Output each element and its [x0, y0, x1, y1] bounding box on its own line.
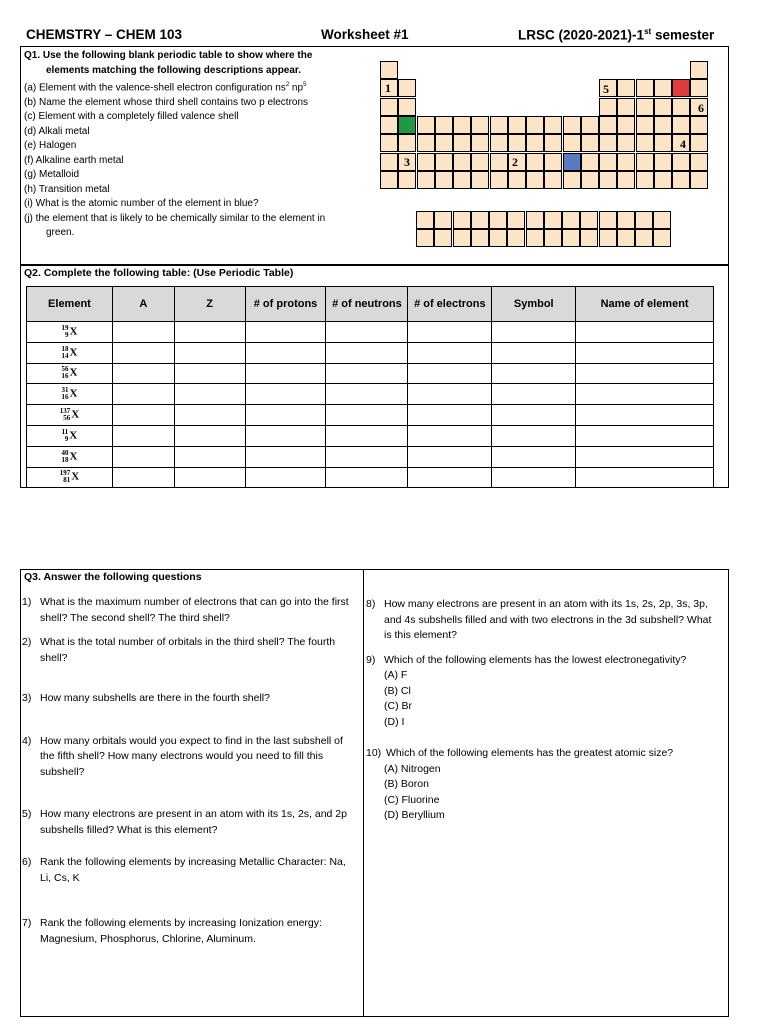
- answer-cell[interactable]: [112, 405, 174, 426]
- periodic-cell: [581, 153, 599, 171]
- q1-item-b: (b) Name the element whose third shell contains two p electrons: [24, 96, 309, 108]
- question-7: [22, 916, 358, 947]
- answer-cell[interactable]: [326, 425, 408, 446]
- periodic-cell: [435, 153, 453, 171]
- table-row: [27, 446, 714, 467]
- table-row: [27, 322, 714, 343]
- answer-cell[interactable]: [245, 425, 326, 446]
- answer-cell[interactable]: [245, 342, 326, 363]
- periodic-cell: [617, 134, 635, 152]
- question-9-text: Which of the following elements has the lowest electronegativity?: [384, 653, 687, 666]
- periodic-cell: [690, 153, 708, 171]
- col-header-neutrons: # of neutrons: [326, 287, 408, 322]
- question-5-number: 5): [22, 808, 32, 820]
- f-block-cell: [653, 211, 671, 229]
- periodic-cell: [435, 171, 453, 189]
- answer-cell[interactable]: [492, 446, 576, 467]
- periodic-cell: [544, 153, 562, 171]
- q10-option-d: (D) Beryllium: [384, 809, 445, 821]
- f-block-cell: [471, 211, 489, 229]
- mass-number: 40: [61, 448, 69, 457]
- q1-item-a-text: (a) Element with the valence-shell electron configuration ns: [24, 82, 286, 94]
- col-header-z: Z: [174, 287, 245, 322]
- q10-option-a: (A) Nitrogen: [384, 762, 441, 775]
- atomic-number: 18: [61, 455, 69, 464]
- answer-cell[interactable]: [112, 446, 174, 467]
- periodic-cell: [544, 134, 562, 152]
- q9-option-c: (C) Br: [384, 700, 412, 712]
- semester-label-sup: st: [644, 27, 652, 36]
- periodic-cell: [453, 153, 471, 171]
- question-7-number: 7): [22, 917, 32, 929]
- periodic-cell: [672, 171, 690, 189]
- q1-item-j-cont: green.: [46, 227, 75, 239]
- periodic-cell: [435, 116, 453, 134]
- periodic-cell-red: [672, 79, 690, 97]
- periodic-cell: [654, 98, 672, 116]
- mass-number: 31: [61, 386, 69, 395]
- q9-option-d: (D) I: [384, 715, 405, 728]
- answer-cell[interactable]: [492, 425, 576, 446]
- atomic-number: 9: [64, 434, 69, 443]
- answer-cell[interactable]: [326, 405, 408, 426]
- answer-cell[interactable]: [408, 405, 492, 426]
- q1-item-a-sup1: 2: [285, 82, 290, 88]
- question-4-text: How many orbitals would you expect to find in the last subshell of the fifth shell? How many electrons would you need to fill this subshell?: [40, 734, 343, 778]
- answer-cell[interactable]: [492, 363, 576, 384]
- answer-cell[interactable]: [326, 322, 408, 343]
- periodic-cell: [617, 98, 635, 116]
- periodic-cell: [526, 153, 544, 171]
- periodic-cell: [380, 61, 398, 79]
- f-block-cell: [434, 211, 452, 229]
- answer-cell[interactable]: [326, 446, 408, 467]
- periodic-cell: [690, 79, 708, 97]
- periodic-cell: [563, 171, 581, 189]
- q1-item-j: (j) the element that is likely to be chemically similar to the element in: [24, 212, 326, 224]
- periodic-cell-blue: [563, 153, 581, 171]
- answer-cell[interactable]: [174, 363, 245, 384]
- table-row: [27, 342, 714, 363]
- periodic-cell: [599, 116, 617, 134]
- answer-cell[interactable]: [112, 384, 174, 405]
- periodic-cell: [398, 171, 416, 189]
- answer-cell[interactable]: [408, 446, 492, 467]
- f-block-cell: [544, 229, 562, 247]
- periodic-cell: [417, 116, 435, 134]
- f-block-cell: [471, 229, 489, 247]
- periodic-cell: [453, 134, 471, 152]
- f-block-cell: [453, 211, 471, 229]
- f-block-cell: [416, 211, 434, 229]
- col-header-symbol: Symbol: [492, 287, 576, 322]
- answer-cell[interactable]: [408, 425, 492, 446]
- question-3: [22, 691, 358, 707]
- table-row: [27, 384, 714, 405]
- periodic-cell: [599, 153, 617, 171]
- isotope-scripts: [62, 429, 69, 443]
- f-block-cell: [526, 229, 544, 247]
- q1-item-a-sup2: 5: [303, 82, 307, 88]
- question-6-text: Rank the following elements by increasing Metallic Character: Na, Li, Cs, K: [40, 856, 346, 884]
- q1-item-c: (c) Element with a completely filled valence shell: [24, 111, 239, 123]
- periodic-cell: [508, 134, 526, 152]
- periodic-cell: [526, 171, 544, 189]
- semester-label-suffix: semester: [651, 27, 715, 43]
- question-10-text: Which of the following elements has the greatest atomic size?: [386, 747, 674, 759]
- periodic-cell: [398, 134, 416, 152]
- isotope-scripts: [61, 450, 68, 464]
- periodic-cell: [581, 171, 599, 189]
- periodic-cell: [617, 153, 635, 171]
- isotope-cell: [27, 363, 113, 384]
- q9-option-a: (A) F: [384, 669, 408, 681]
- answer-cell[interactable]: [576, 342, 714, 363]
- answer-cell[interactable]: [174, 446, 245, 467]
- question-6: [22, 855, 358, 886]
- q1-text: [24, 49, 364, 241]
- mass-number: 137: [59, 407, 71, 416]
- f-block-cell: [635, 229, 653, 247]
- table-label-4: 4: [680, 137, 686, 151]
- question-3-number: 3): [22, 692, 32, 704]
- periodic-cell: [526, 134, 544, 152]
- answer-cell[interactable]: [492, 384, 576, 405]
- answer-cell[interactable]: [174, 384, 245, 405]
- periodic-cell: [417, 171, 435, 189]
- answer-cell[interactable]: [112, 322, 174, 343]
- f-block-cell: [489, 229, 507, 247]
- periodic-cell: [380, 134, 398, 152]
- answer-cell[interactable]: [174, 425, 245, 446]
- element-symbol: X: [69, 325, 78, 338]
- periodic-cell: [380, 116, 398, 134]
- answer-cell[interactable]: [408, 322, 492, 343]
- q9-option-b: (B) Cl: [384, 684, 411, 697]
- periodic-cell: [636, 153, 654, 171]
- q3-title: Q3. Answer the following questions: [24, 571, 202, 583]
- course-title: CHEMSTRY – CHEM 103: [26, 27, 183, 42]
- answer-cell[interactable]: [245, 384, 326, 405]
- periodic-cell: [636, 98, 654, 116]
- atomic-number: 16: [61, 393, 69, 402]
- f-block-cell: [580, 211, 598, 229]
- question-5: [22, 807, 358, 838]
- atomic-number: 56: [63, 414, 71, 423]
- periodic-cell: [490, 134, 508, 152]
- mass-number: 11: [61, 427, 69, 436]
- answer-cell[interactable]: [492, 322, 576, 343]
- periodic-cell: [490, 116, 508, 134]
- question-4-number: 4): [22, 734, 32, 747]
- periodic-cell: [617, 79, 635, 97]
- periodic-cell: [672, 116, 690, 134]
- answer-cell[interactable]: [245, 446, 326, 467]
- col-header-element: Element: [27, 287, 113, 322]
- periodic-cell: [563, 116, 581, 134]
- periodic-cell: [599, 98, 617, 116]
- q10-option-c: (C) Fluorine: [384, 793, 440, 806]
- periodic-cell: [617, 116, 635, 134]
- periodic-cell: [490, 171, 508, 189]
- periodic-cell: [380, 171, 398, 189]
- answer-cell[interactable]: [576, 363, 714, 384]
- periodic-cell: [490, 153, 508, 171]
- question-2: [22, 635, 358, 666]
- periodic-cell: [544, 171, 562, 189]
- periodic-cell: [508, 116, 526, 134]
- element-symbol: X: [71, 408, 80, 421]
- table-label-6: 6: [698, 101, 704, 115]
- periodic-cell: [435, 134, 453, 152]
- q1-item-d: (d) Alkali metal: [24, 125, 90, 137]
- periodic-cell: [672, 98, 690, 116]
- f-block-cell: [635, 211, 653, 229]
- semester-label-text: LRSC (2020-2021)-1: [518, 27, 645, 43]
- f-block-cell: [453, 229, 471, 247]
- question-5-text: How many electrons are present in an atom with its 1s, 2s, and 2p subshells filled? What is this element?: [40, 808, 347, 836]
- answer-cell[interactable]: [245, 322, 326, 343]
- f-block-cell: [434, 229, 452, 247]
- isotope-scripts: [61, 346, 68, 360]
- periodic-cell: [690, 171, 708, 189]
- col-header-name: Name of element: [576, 287, 714, 322]
- q1-item-e: (e) Halogen: [24, 140, 77, 152]
- answer-cell[interactable]: [174, 322, 245, 343]
- f-block-cell: [526, 211, 544, 229]
- periodic-cell: [453, 171, 471, 189]
- table-label-1: 1: [385, 81, 391, 95]
- f-block-cell: [599, 229, 617, 247]
- element-symbol: X: [69, 367, 78, 380]
- answer-cell[interactable]: [174, 405, 245, 426]
- answer-cell[interactable]: [408, 467, 492, 488]
- periodic-cell: [599, 171, 617, 189]
- periodic-cell: [544, 116, 562, 134]
- periodic-cell: [672, 153, 690, 171]
- mass-number: 19: [61, 323, 69, 332]
- question-4: [22, 734, 358, 781]
- periodic-cell: [581, 116, 599, 134]
- table-row: [27, 363, 714, 384]
- question-8: [366, 597, 721, 644]
- q1-item-a-mid: np: [289, 82, 304, 94]
- question-1-text: What is the maximum number of electrons that can go into the first shell? The second shell? The third shell?: [40, 596, 349, 624]
- periodic-cell: [380, 98, 398, 116]
- periodic-cell: [617, 171, 635, 189]
- element-symbol: X: [71, 471, 80, 483]
- f-block-cell: [507, 211, 525, 229]
- answer-cell[interactable]: [112, 467, 174, 488]
- mass-number: 197: [59, 469, 71, 478]
- periodic-cell: [654, 153, 672, 171]
- isotope-scripts: [61, 325, 68, 339]
- periodic-cell: [654, 134, 672, 152]
- periodic-cell: [654, 79, 672, 97]
- q1-item-a: [24, 78, 364, 96]
- q10-option-b: (B) Boron: [384, 778, 429, 790]
- question-8-text: How many electrons are present in an atom with its 1s, 2s, 2p, 3s, 3p, and 4s subshells filled and with two electrons in the 3d subshell? What is this element?: [384, 598, 712, 641]
- q2-title: Q2. Complete the following table: (Use Periodic Table): [24, 267, 294, 279]
- isotope-cell: [27, 467, 113, 488]
- periodic-cell: [471, 153, 489, 171]
- atomic-number: 81: [63, 476, 71, 485]
- q3-column-divider: [363, 569, 364, 1017]
- periodic-cell: [654, 116, 672, 134]
- f-block-cell: [599, 211, 617, 229]
- periodic-cell: [398, 79, 416, 97]
- table-header-row: [27, 287, 714, 322]
- element-symbol: X: [69, 429, 78, 442]
- periodic-cell: [417, 153, 435, 171]
- answer-cell[interactable]: [326, 384, 408, 405]
- periodic-cell: [690, 61, 708, 79]
- semester-label: [518, 27, 714, 43]
- periodic-cell: [636, 171, 654, 189]
- answer-cell[interactable]: [245, 405, 326, 426]
- atomic-number: 14: [61, 351, 69, 360]
- periodic-cell: [526, 116, 544, 134]
- answer-cell[interactable]: [245, 363, 326, 384]
- periodic-cell: [471, 134, 489, 152]
- periodic-cell: [380, 153, 398, 171]
- f-block-cell: [544, 211, 562, 229]
- periodic-cell: [636, 134, 654, 152]
- table-label-3: 3: [404, 155, 410, 169]
- q3-right-column: [366, 597, 721, 824]
- q1-item-f: (f) Alkaline earth metal: [24, 154, 124, 166]
- col-header-a: A: [112, 287, 174, 322]
- answer-cell[interactable]: [245, 467, 326, 488]
- table-label-5: 5: [603, 82, 609, 96]
- answer-cell[interactable]: [112, 363, 174, 384]
- isotope-cell: [27, 322, 113, 343]
- question-9-number: 9): [366, 653, 376, 666]
- worksheet-title: Worksheet #1: [321, 27, 409, 42]
- periodic-cell: [417, 134, 435, 152]
- q3-left-column: [22, 595, 358, 947]
- answer-cell[interactable]: [492, 405, 576, 426]
- periodic-cell: [453, 116, 471, 134]
- isotope-cell: [27, 342, 113, 363]
- answer-cell[interactable]: [326, 342, 408, 363]
- isotope-scripts: [60, 408, 71, 422]
- f-block-cell: [416, 229, 434, 247]
- question-9: [366, 653, 721, 669]
- question-1: [22, 595, 358, 626]
- element-symbol: X: [69, 450, 78, 463]
- answer-cell[interactable]: [492, 467, 576, 488]
- isotope-table: [26, 286, 714, 488]
- isotope-cell: [27, 425, 113, 446]
- col-header-electrons: # of electrons: [408, 287, 492, 322]
- f-block-cell: [580, 229, 598, 247]
- question-10: [366, 746, 721, 762]
- isotope-cell: [27, 384, 113, 405]
- periodic-cell: [398, 98, 416, 116]
- atomic-number: 9: [64, 330, 69, 339]
- answer-cell[interactable]: [112, 342, 174, 363]
- f-block-cell: [653, 229, 671, 247]
- isotope-scripts: [61, 387, 68, 401]
- question-1-number: 1): [22, 596, 32, 608]
- periodic-cell: [690, 134, 708, 152]
- f-block-cell: [562, 229, 580, 247]
- q1-item-g: (g) Metalloid: [24, 169, 80, 181]
- question-10-number: 10): [366, 747, 382, 759]
- periodic-cell: [636, 79, 654, 97]
- answer-cell[interactable]: [576, 446, 714, 467]
- f-block-cell: [562, 211, 580, 229]
- periodic-cell: [563, 134, 581, 152]
- answer-cell[interactable]: [408, 384, 492, 405]
- periodic-cell: [508, 171, 526, 189]
- question-2-text: What is the total number of orbitals in the third shell? The fourth shell?: [40, 636, 336, 664]
- answer-cell[interactable]: [408, 363, 492, 384]
- element-symbol: X: [69, 346, 78, 359]
- answer-cell[interactable]: [326, 363, 408, 384]
- question-6-number: 6): [22, 856, 32, 868]
- periodic-cell: [636, 116, 654, 134]
- answer-cell[interactable]: [576, 467, 714, 488]
- answer-cell[interactable]: [112, 425, 174, 446]
- mass-number: 18: [61, 344, 69, 353]
- question-7-text: Rank the following elements by increasing Ionization energy: Magnesium, Phosphorus, Chlorine, Aluminum.: [40, 917, 322, 945]
- q1-item-i: (i) What is the atomic number of the element in blue?: [24, 198, 259, 210]
- table-row: [27, 425, 714, 446]
- isotope-cell: [27, 446, 113, 467]
- f-block-cell: [489, 211, 507, 229]
- table-label-2: 2: [512, 155, 518, 169]
- f-block-cell: [617, 229, 635, 247]
- f-block-cell: [507, 229, 525, 247]
- periodic-cell: [471, 171, 489, 189]
- f-block-cell: [617, 211, 635, 229]
- q1-title-line1: Q1. Use the following blank periodic table to show where the: [24, 50, 313, 61]
- isotope-scripts: [61, 366, 68, 380]
- isotope-cell: [27, 405, 113, 426]
- question-3-text: How many subshells are there in the fourth shell?: [40, 692, 270, 704]
- q1-title-line2: elements matching the following descriptions appear.: [46, 64, 302, 76]
- question-8-number: 8): [366, 598, 376, 610]
- table-row: [27, 467, 714, 488]
- periodic-cell: [581, 134, 599, 152]
- atomic-number: 16: [61, 372, 69, 381]
- isotope-scripts: [60, 470, 71, 484]
- periodic-cell: [654, 171, 672, 189]
- periodic-cell: [471, 116, 489, 134]
- mass-number: 56: [61, 365, 69, 374]
- answer-cell[interactable]: [576, 322, 714, 343]
- answer-cell[interactable]: [326, 467, 408, 488]
- answer-cell[interactable]: [174, 342, 245, 363]
- q1-item-h: (h) Transition metal: [24, 183, 110, 195]
- answer-cell[interactable]: [576, 425, 714, 446]
- element-symbol: X: [69, 387, 78, 400]
- question-2-number: 2): [22, 636, 32, 648]
- periodic-cell: [690, 116, 708, 134]
- answer-cell[interactable]: [576, 384, 714, 405]
- answer-cell[interactable]: [492, 342, 576, 363]
- periodic-cell-green: [398, 116, 416, 134]
- col-header-protons: # of protons: [245, 287, 326, 322]
- answer-cell[interactable]: [576, 405, 714, 426]
- answer-cell[interactable]: [408, 342, 492, 363]
- table-row: [27, 405, 714, 426]
- periodic-cell: [599, 134, 617, 152]
- answer-cell[interactable]: [174, 467, 245, 488]
